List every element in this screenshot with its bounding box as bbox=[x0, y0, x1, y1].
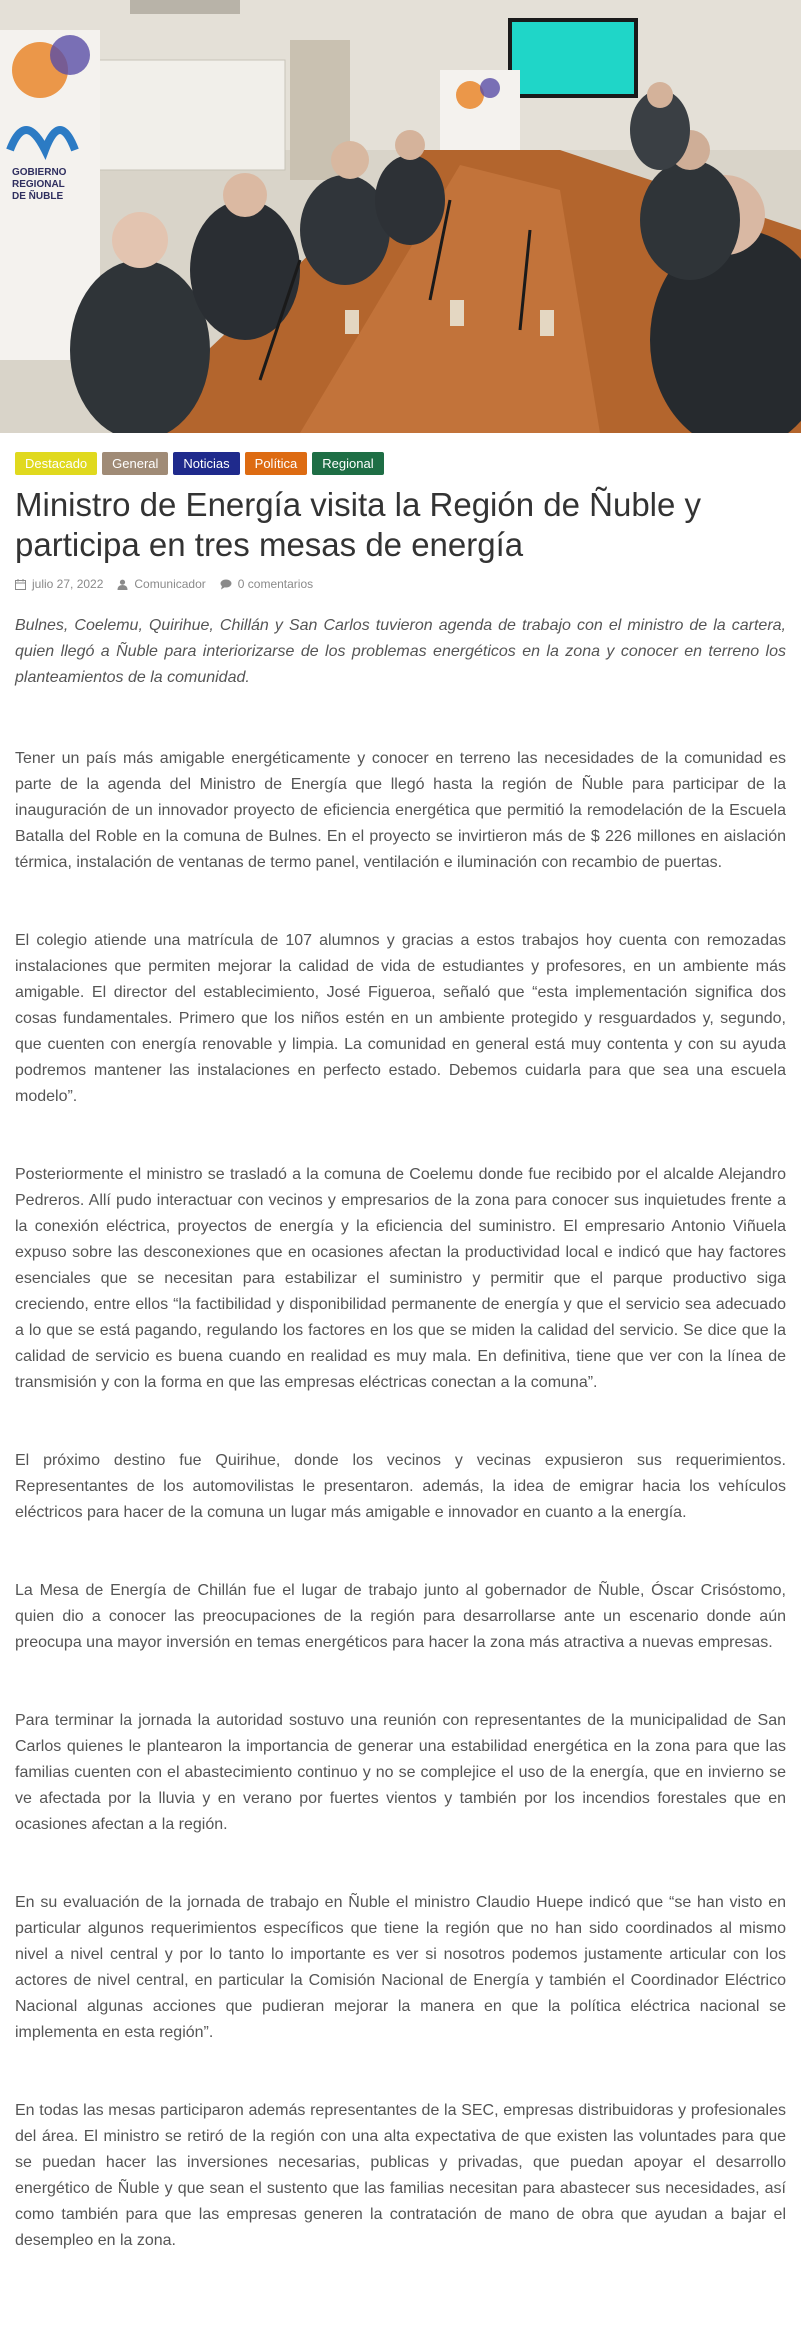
tag-politica[interactable]: Política bbox=[245, 452, 308, 475]
logo-text-3: DE ÑUBLE bbox=[12, 191, 64, 202]
article-paragraph-1: Tener un país más amigable energéticamente y conocer en terreno las necesidades de la comunidad es parte de la agenda del Ministro de Energía que llegó hasta la región de Ñuble para participar de la inauguración de un innovador proyecto de eficiencia energética que permitió la remodelación de la Escuela Batalla del Roble en la comuna de Bulnes. En el proyecto se invirtieron más de $ 226 millones en aislación térmica, instalación de ventanas de termo panel, ventilación e iluminación con recambio de puertas. bbox=[15, 750, 786, 871]
article-paragraph-7: En su evaluación de la jornada de trabajo en Ñuble el ministro Claudio Huepe indicó que “se han visto en particular algunos requerimientos específicos que tiene la región que no han sido coordinados al mismo nivel a nivel central y por lo tanto lo importante es ver si nosotros podemos justamente articular con los actores de nivel central, en particular la Comisión Nacional de Energía y también el Coordinador Eléctrico Nacional algunas acciones que pudieran mejorar la manera en que la política eléctrica nacional se implementa en esta región”. bbox=[15, 1894, 786, 2041]
meta-author[interactable] bbox=[117, 577, 205, 591]
article-paragraph-4: El próximo destino fue Quirihue, donde los vecinos y vecinas expusieron sus requerimientos. Representantes de los automovilistas le presentaron. además, la idea de emigrar hacia los vehículos eléctricos para hacer de la comuna un lugar más amigable e innovador en cuanto a la energía. bbox=[15, 1452, 786, 1521]
article bbox=[0, 452, 801, 2254]
meta-comments[interactable] bbox=[220, 577, 313, 591]
meta-author-text: Comunicador bbox=[134, 577, 206, 591]
article-meta bbox=[15, 577, 786, 591]
article-paragraph-8: En todas las mesas participaron además representantes de la SEC, empresas distribuidoras y profesionales del área. El ministro se retiró de la región con una alta expectativa de que existen las voluntades para que se puedan hacer las inversiones necesarias, publicas y privadas, que puedan apoyar el desarrollo energético de Ñuble y que sean el sustento que las familias necesitan para abastecer sus necesidades, así como también para que las empresas generen la contratación de mano de obra que ayudan a bajar el desempleo en la zona. bbox=[15, 2102, 786, 2249]
comment-icon bbox=[220, 579, 232, 590]
tag-destacado[interactable]: Destacado bbox=[15, 452, 97, 475]
article-paragraph-3: Posteriormente el ministro se trasladó a la comuna de Coelemu donde fue recibido por el alcalde Alejandro Pedreros. Allí pudo interactuar con vecinos y empresarios de la zona para conocer sus inquietudes frente a la conexión eléctrica, proyectos de energía y la eficiencia del suministro. El empresario Antonio Viñuela expuso sobre las desconexiones que en ocasiones afectan la productividad local e indicó que hay factores esenciales que se necesitan para estabilizar el suministro y permitir que el parque productivo siga creciendo, entre ellos “la factibilidad y disponibilidad permanente de energía y que el servicio sea adecuado a lo que se está pagando, regulando los factores en los que se miden la calidad del servicio. Se dice que la calidad de servicio es buena cuando en realidad es muy mala. En definitiva, tiene que ver con la línea de transmisión y con la forma en que las empresas eléctricas conectan a la comuna”. bbox=[15, 1166, 786, 1391]
meta-date[interactable] bbox=[15, 577, 103, 591]
article-title bbox=[15, 485, 786, 565]
tag-regional[interactable]: Regional bbox=[312, 452, 383, 475]
tag-noticias[interactable]: Noticias bbox=[173, 452, 239, 475]
meeting-photo bbox=[0, 0, 801, 433]
meta-date-text: julio 27, 2022 bbox=[32, 577, 104, 591]
article-title-line-1: Ministro de Energía visita la Región de Ñuble y bbox=[15, 486, 702, 523]
logo-text-1: GOBIERNO bbox=[12, 167, 67, 178]
meta-comments-text: 0 comentarios bbox=[237, 577, 314, 591]
user-icon bbox=[117, 579, 128, 590]
article-title-line-2: participa en tres mesas de energía bbox=[15, 526, 524, 563]
article-paragraph-6: Para terminar la jornada la autoridad sostuvo una reunión con representantes de la municipalidad de San Carlos quienes le plantearon la importancia de generar una estabilidad energética en la zona para que las familias cuenten con el abastecimiento continuo y no se complejice el uso de la energía, que en invierno se ve afectada por la lluvia y en verano por fuertes vientos y también por los incendios forestales que en ocasiones afectan a la región. bbox=[15, 1712, 786, 1833]
logo-text-2: REGIONAL bbox=[12, 179, 65, 190]
tag-general[interactable]: General bbox=[102, 452, 168, 475]
article-lead: Bulnes, Coelemu, Quirihue, Chillán y San Carlos tuvieron agenda de trabajo con el ministro de la cartera, quien llegó a Ñuble para interiorizarse de los problemas energéticos en la zona y conocer en terreno los planteamientos de la comunidad. bbox=[15, 617, 786, 686]
article-paragraph-5: La Mesa de Energía de Chillán fue el lugar de trabajo junto al gobernador de Ñuble, Óscar Crisóstomo, quien dio a conocer las preocupaciones de la región para desarrollarse ante un escenario donde aún preocupa una mayor inversión en temas energéticos para hacer la zona más atractiva a nuevas empresas. bbox=[15, 1582, 786, 1651]
category-tags bbox=[15, 452, 786, 475]
featured-image bbox=[0, 0, 801, 433]
calendar-icon bbox=[15, 579, 26, 590]
article-paragraph-2: El colegio atiende una matrícula de 107 alumnos y gracias a estos trabajos hoy cuenta con remozadas instalaciones que permiten mejorar la calidad de vida de estudiantes y profesores, en un ambiente más amigable. El director del establecimiento, José Figueroa, señaló que “esta implementación significa dos cosas fundamentales. Primero que los niños estén en un ambiente protegido y resguardados y, segundo, que cuenten con energía renovable y limpia. La comunidad en general está muy contenta y con su ayuda podremos mantener las instalaciones en perfecto estado. Debemos cuidarla para que sea una escuela modelo”. bbox=[15, 932, 786, 1105]
